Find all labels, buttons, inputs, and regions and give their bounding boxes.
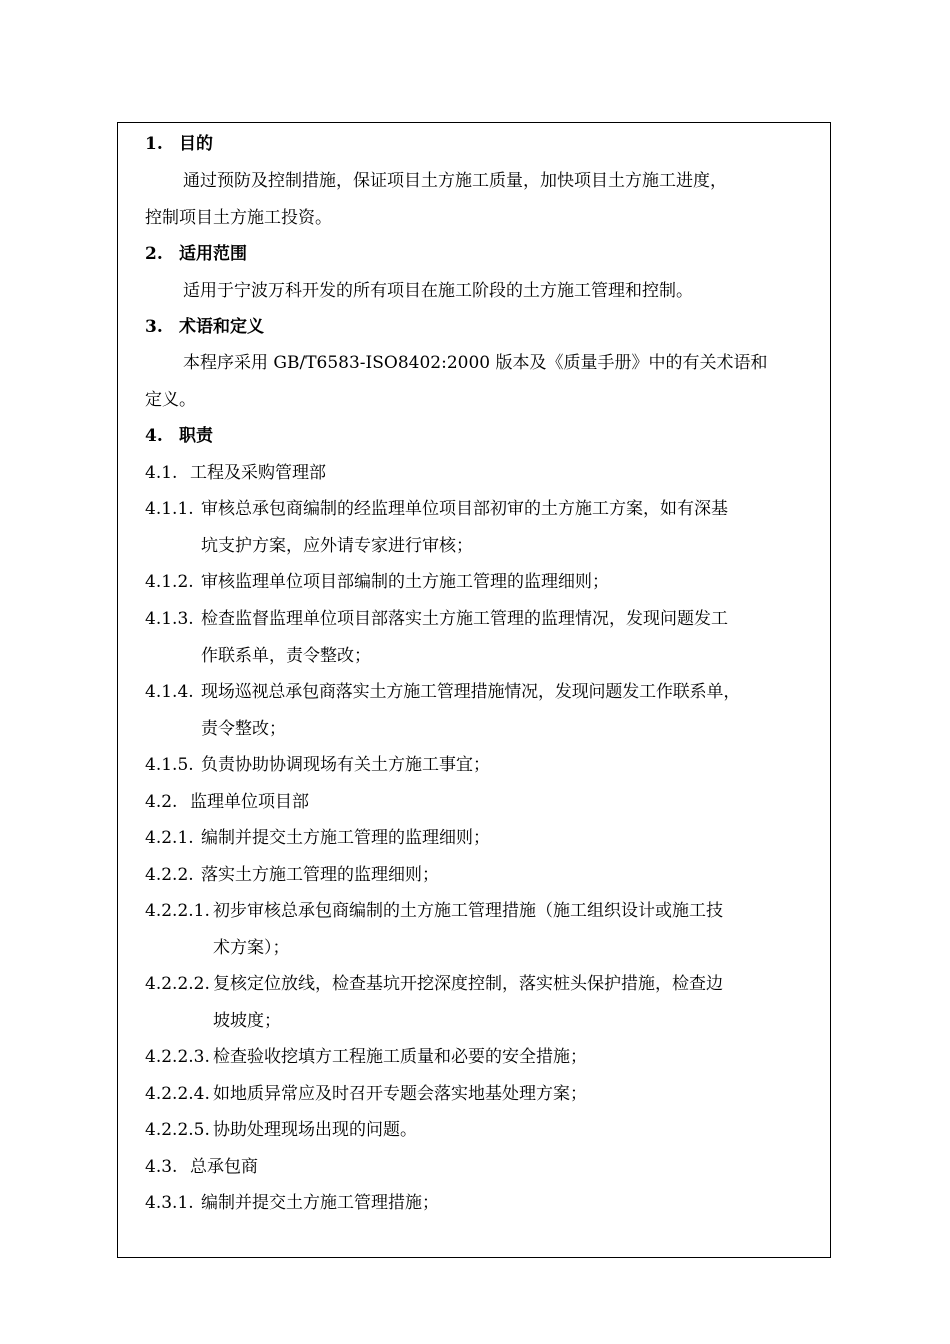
list-item	[145, 900, 723, 922]
section-2-heading	[145, 243, 247, 265]
section-title: 适用范围	[179, 244, 247, 264]
section-1-heading	[145, 133, 213, 155]
list-item	[145, 608, 728, 630]
section-number: 1.	[145, 134, 163, 154]
list-item-continuation: 作联系单，责令整改；	[201, 646, 371, 666]
item-number: 4.3.1.	[145, 1193, 194, 1213]
list-item	[145, 1083, 587, 1105]
item-number: 4.1.	[145, 463, 178, 483]
section-1-body-line-2: 控制项目土方施工投资。	[145, 208, 332, 228]
item-number: 4.2.2.5.	[145, 1120, 210, 1140]
item-number: 4.1.2.	[145, 572, 194, 592]
item-text: 编制并提交土方施工管理措施；	[201, 1193, 439, 1213]
item-text: 负责协助协调现场有关土方施工事宜；	[201, 755, 490, 775]
list-item-continuation: 术方案）；	[213, 938, 290, 958]
item-number: 4.2.2.4.	[145, 1084, 210, 1104]
item-text: 如地质异常应及时召开专题会落实地基处理方案；	[213, 1084, 587, 1104]
item-text: 检查监督监理单位项目部落实土方施工管理的监理情况，发现问题发工	[201, 609, 728, 629]
list-item	[145, 498, 728, 520]
item-text: 检查验收挖填方工程施工质量和必要的安全措施；	[213, 1047, 587, 1067]
item-number: 4.1.1.	[145, 499, 194, 519]
item-text: 工程及采购管理部	[190, 463, 326, 483]
list-item	[145, 462, 326, 484]
item-text: 现场巡视总承包商落实土方施工管理措施情况，发现问题发工作联系单，	[201, 682, 741, 702]
item-text: 落实土方施工管理的监理细则；	[201, 865, 439, 885]
section-3-body-line-2: 定义。	[145, 390, 196, 410]
item-number: 4.2.	[145, 792, 178, 812]
item-number: 4.3.	[145, 1157, 178, 1177]
list-item	[145, 1046, 587, 1068]
item-number: 4.2.2.3.	[145, 1047, 210, 1067]
section-number: 3.	[145, 317, 163, 337]
list-item-continuation: 责令整改；	[201, 719, 286, 739]
list-item	[145, 827, 490, 849]
list-item	[145, 681, 740, 703]
list-item	[145, 1192, 439, 1214]
section-3-heading	[145, 316, 264, 338]
section-4-heading	[145, 425, 213, 447]
item-number: 4.2.1.	[145, 828, 194, 848]
list-item	[145, 1119, 417, 1141]
item-text: 复核定位放线，检查基坑开挖深度控制，落实桩头保护措施，检查边	[213, 974, 723, 994]
list-item	[145, 864, 439, 886]
section-2-body: 适用于宁波万科开发的所有项目在施工阶段的土方施工管理和控制。	[183, 281, 693, 301]
section-title: 目的	[179, 134, 213, 154]
list-item	[145, 973, 723, 995]
list-item-continuation: 坡坡度；	[213, 1011, 281, 1031]
section-number: 4.	[145, 426, 163, 446]
item-number: 4.1.3.	[145, 609, 194, 629]
item-number: 4.2.2.	[145, 865, 194, 885]
item-text: 审核监理单位项目部编制的土方施工管理的监理细则；	[201, 572, 609, 592]
item-number: 4.1.5.	[145, 755, 194, 775]
list-item	[145, 1156, 258, 1178]
list-item	[145, 791, 309, 813]
list-item	[145, 571, 609, 593]
item-text: 编制并提交土方施工管理的监理细则；	[201, 828, 490, 848]
item-text: 审核总承包商编制的经监理单位项目部初审的土方施工方案，如有深基	[201, 499, 728, 519]
section-number: 2.	[145, 244, 163, 264]
section-3-body-line-1: 本程序采用 GB/T6583-ISO8402:2000 版本及《质量手册》中的有关术语和	[183, 353, 768, 373]
item-text: 总承包商	[190, 1157, 258, 1177]
list-item	[145, 754, 490, 776]
list-item-continuation: 坑支护方案，应外请专家进行审核；	[201, 536, 473, 556]
item-text: 初步审核总承包商编制的土方施工管理措施（施工组织设计或施工技	[213, 901, 723, 921]
item-number: 4.1.4.	[145, 682, 194, 702]
item-text: 协助处理现场出现的问题。	[213, 1120, 417, 1140]
item-number: 4.2.2.2.	[145, 974, 210, 994]
section-title: 术语和定义	[179, 317, 264, 337]
item-number: 4.2.2.1.	[145, 901, 210, 921]
item-text: 监理单位项目部	[190, 792, 309, 812]
section-title: 职责	[179, 426, 213, 446]
section-1-body-line-1: 通过预防及控制措施，保证项目土方施工质量，加快项目土方施工进度，	[183, 171, 727, 191]
